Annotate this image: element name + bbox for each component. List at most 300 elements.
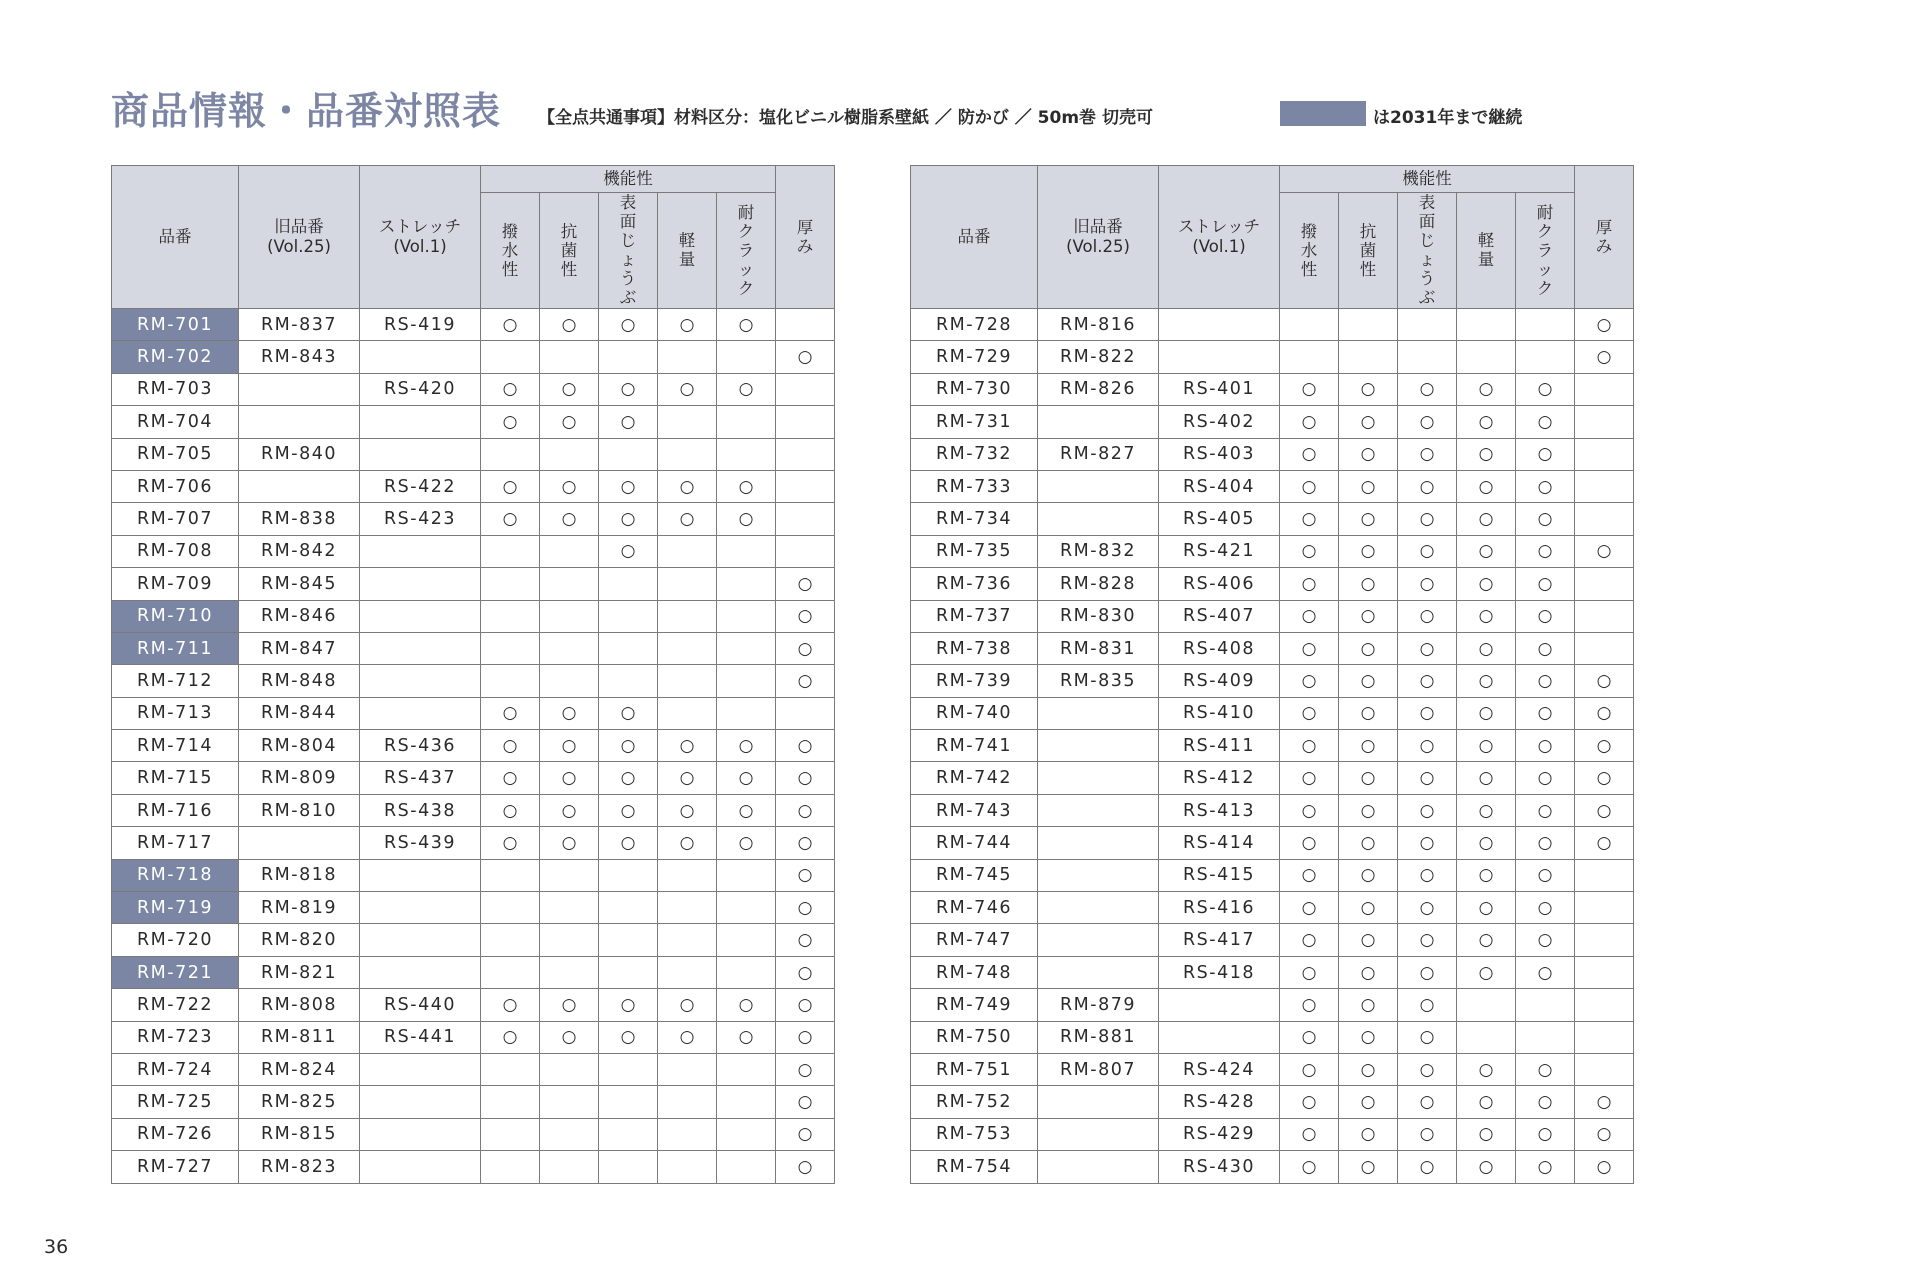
crack-resistant-cell	[717, 568, 776, 600]
stretch-cell: RS-428	[1159, 1086, 1280, 1118]
crack-resistant-cell: ○	[1516, 406, 1575, 438]
surface-strength-cell: ○	[1398, 1021, 1457, 1053]
old-no-cell: RM-842	[239, 535, 360, 567]
antibacterial-cell: ○	[1339, 1151, 1398, 1183]
water-repellent-cell	[481, 568, 540, 600]
surface-strength-cell: ○	[599, 697, 658, 729]
thick-cell: ○	[776, 1118, 835, 1150]
lightweight-cell: ○	[658, 730, 717, 762]
table-row	[112, 309, 835, 341]
water-repellent-cell: ○	[1280, 730, 1339, 762]
thick-cell: ○	[776, 794, 835, 826]
water-repellent-cell: ○	[1280, 665, 1339, 697]
water-repellent-cell: ○	[1280, 859, 1339, 891]
thick-cell	[776, 535, 835, 567]
table-row	[911, 989, 1634, 1021]
surface-strength-cell: ○	[1398, 924, 1457, 956]
thick-cell	[1575, 600, 1634, 632]
stretch-cell: RS-401	[1159, 373, 1280, 405]
product-no-cell: RM-743	[911, 794, 1038, 826]
old-no-cell	[239, 406, 360, 438]
thick-cell: ○	[1575, 341, 1634, 373]
antibacterial-cell	[1339, 341, 1398, 373]
thick-cell	[776, 503, 835, 535]
table-row	[112, 989, 835, 1021]
product-no-cell: RM-754	[911, 1151, 1038, 1183]
thick-cell	[1575, 1021, 1634, 1053]
product-no-cell: RM-733	[911, 470, 1038, 502]
table-row	[112, 924, 835, 956]
surface-strength-cell: ○	[599, 1021, 658, 1053]
lightweight-cell: ○	[1457, 1118, 1516, 1150]
old-no-cell: RM-808	[239, 989, 360, 1021]
product-no-cell: RM-725	[112, 1086, 239, 1118]
thick-cell: ○	[776, 1053, 835, 1085]
old-no-cell: RM-881	[1038, 1021, 1159, 1053]
water-repellent-cell: ○	[1280, 600, 1339, 632]
old-no-cell: RM-828	[1038, 568, 1159, 600]
water-repellent-cell: ○	[1280, 535, 1339, 567]
crack-resistant-cell: ○	[717, 373, 776, 405]
crack-resistant-cell	[717, 1118, 776, 1150]
product-no-cell: RM-718	[112, 859, 239, 891]
table-row	[911, 568, 1634, 600]
surface-strength-cell: ○	[1398, 373, 1457, 405]
lightweight-cell: ○	[1457, 1086, 1516, 1118]
crack-resistant-cell	[717, 924, 776, 956]
antibacterial-cell: ○	[1339, 503, 1398, 535]
product-no-cell: RM-731	[911, 406, 1038, 438]
lightweight-cell: ○	[1457, 794, 1516, 826]
product-no-cell: RM-709	[112, 568, 239, 600]
old-no-cell: RM-837	[239, 309, 360, 341]
water-repellent-cell: ○	[481, 827, 540, 859]
water-repellent-cell: ○	[1280, 438, 1339, 470]
stretch-cell: RS-440	[360, 989, 481, 1021]
crack-resistant-cell: ○	[1516, 794, 1575, 826]
lightweight-cell: ○	[1457, 859, 1516, 891]
crack-resistant-cell	[717, 632, 776, 664]
old-no-cell	[1038, 827, 1159, 859]
thick-cell	[1575, 859, 1634, 891]
table-row	[911, 503, 1634, 535]
table-row	[911, 827, 1634, 859]
header-stretch: ストレッチ (Vol.1)	[360, 166, 481, 309]
lightweight-cell	[1457, 341, 1516, 373]
table-row	[911, 794, 1634, 826]
crack-resistant-cell: ○	[1516, 956, 1575, 988]
old-no-cell: RM-827	[1038, 438, 1159, 470]
table-row	[911, 1151, 1634, 1183]
lightweight-cell	[658, 697, 717, 729]
product-no-cell: RM-717	[112, 827, 239, 859]
crack-resistant-cell	[717, 600, 776, 632]
header-product-no: 品番	[112, 166, 239, 309]
header-surface-strength: 表面じょうぶ	[1398, 193, 1457, 309]
water-repellent-cell: ○	[1280, 406, 1339, 438]
water-repellent-cell	[481, 341, 540, 373]
product-no-cell: RM-734	[911, 503, 1038, 535]
surface-strength-cell	[599, 1053, 658, 1085]
lightweight-cell: ○	[658, 309, 717, 341]
water-repellent-cell: ○	[1280, 503, 1339, 535]
stretch-cell	[360, 600, 481, 632]
antibacterial-cell: ○	[540, 470, 599, 502]
stretch-cell: RS-438	[360, 794, 481, 826]
lightweight-cell: ○	[658, 373, 717, 405]
thick-cell	[776, 438, 835, 470]
thick-cell	[1575, 892, 1634, 924]
product-no-cell: RM-721	[112, 956, 239, 988]
surface-strength-cell: ○	[599, 730, 658, 762]
surface-strength-cell: ○	[1398, 1118, 1457, 1150]
table-row	[911, 697, 1634, 729]
stretch-cell: RS-415	[1159, 859, 1280, 891]
table-row	[911, 1021, 1634, 1053]
header-antibacterial: 抗菌性	[1339, 193, 1398, 309]
thick-cell: ○	[776, 989, 835, 1021]
surface-strength-cell: ○	[599, 503, 658, 535]
table-row	[112, 406, 835, 438]
product-no-cell: RM-744	[911, 827, 1038, 859]
stretch-cell: RS-412	[1159, 762, 1280, 794]
stretch-cell	[360, 406, 481, 438]
surface-strength-cell	[599, 1151, 658, 1183]
water-repellent-cell: ○	[1280, 470, 1339, 502]
product-no-cell: RM-713	[112, 697, 239, 729]
crack-resistant-cell: ○	[717, 827, 776, 859]
product-no-cell: RM-708	[112, 535, 239, 567]
surface-strength-cell	[599, 1086, 658, 1118]
crack-resistant-cell: ○	[1516, 1118, 1575, 1150]
lightweight-cell: ○	[658, 470, 717, 502]
header-product-no: 品番	[911, 166, 1038, 309]
stretch-cell: RS-416	[1159, 892, 1280, 924]
antibacterial-cell	[540, 859, 599, 891]
lightweight-cell: ○	[1457, 535, 1516, 567]
antibacterial-cell: ○	[1339, 827, 1398, 859]
antibacterial-cell	[540, 1053, 599, 1085]
antibacterial-cell: ○	[1339, 956, 1398, 988]
crack-resistant-cell: ○	[717, 794, 776, 826]
table-row	[112, 438, 835, 470]
stretch-cell: RS-410	[1159, 697, 1280, 729]
old-no-cell: RM-804	[239, 730, 360, 762]
surface-strength-cell: ○	[1398, 600, 1457, 632]
surface-strength-cell: ○	[1398, 892, 1457, 924]
thick-cell: ○	[776, 730, 835, 762]
crack-resistant-cell: ○	[717, 470, 776, 502]
surface-strength-cell: ○	[599, 470, 658, 502]
lightweight-cell	[658, 859, 717, 891]
lightweight-cell	[658, 1053, 717, 1085]
antibacterial-cell: ○	[540, 1021, 599, 1053]
lightweight-cell	[658, 665, 717, 697]
water-repellent-cell: ○	[481, 373, 540, 405]
crack-resistant-cell: ○	[1516, 503, 1575, 535]
lightweight-cell: ○	[658, 989, 717, 1021]
surface-strength-cell: ○	[599, 406, 658, 438]
antibacterial-cell	[540, 924, 599, 956]
legend-text: は2031年まで継続	[1373, 108, 1523, 128]
lightweight-cell: ○	[1457, 665, 1516, 697]
thick-cell: ○	[776, 341, 835, 373]
product-no-cell: RM-711	[112, 632, 239, 664]
table-row	[911, 924, 1634, 956]
product-no-cell: RM-712	[112, 665, 239, 697]
table-row	[112, 1086, 835, 1118]
thick-cell: ○	[1575, 1118, 1634, 1150]
crack-resistant-cell	[717, 697, 776, 729]
surface-strength-cell	[599, 892, 658, 924]
crack-resistant-cell: ○	[1516, 535, 1575, 567]
surface-strength-cell: ○	[1398, 859, 1457, 891]
surface-strength-cell	[599, 956, 658, 988]
old-no-cell: RM-816	[1038, 309, 1159, 341]
table-row	[112, 568, 835, 600]
stretch-cell: RS-439	[360, 827, 481, 859]
crack-resistant-cell: ○	[1516, 762, 1575, 794]
product-no-cell: RM-726	[112, 1118, 239, 1150]
old-no-cell: RM-879	[1038, 989, 1159, 1021]
lightweight-cell	[658, 535, 717, 567]
crack-resistant-cell	[717, 1151, 776, 1183]
surface-strength-cell	[1398, 309, 1457, 341]
antibacterial-cell: ○	[540, 406, 599, 438]
antibacterial-cell: ○	[540, 762, 599, 794]
table-row	[112, 665, 835, 697]
crack-resistant-cell: ○	[1516, 1086, 1575, 1118]
product-no-cell: RM-738	[911, 632, 1038, 664]
table-row	[911, 762, 1634, 794]
stretch-cell	[360, 859, 481, 891]
stretch-cell: RS-408	[1159, 632, 1280, 664]
lightweight-cell: ○	[1457, 762, 1516, 794]
surface-strength-cell: ○	[1398, 568, 1457, 600]
water-repellent-cell	[481, 438, 540, 470]
header-water-repellent: 撥水性	[481, 193, 540, 309]
product-no-cell: RM-751	[911, 1053, 1038, 1085]
thick-cell: ○	[776, 632, 835, 664]
table-row	[112, 503, 835, 535]
antibacterial-cell: ○	[1339, 730, 1398, 762]
lightweight-cell	[658, 438, 717, 470]
product-no-cell: RM-730	[911, 373, 1038, 405]
antibacterial-cell: ○	[1339, 1053, 1398, 1085]
antibacterial-cell: ○	[1339, 632, 1398, 664]
product-no-cell: RM-724	[112, 1053, 239, 1085]
stretch-cell	[360, 665, 481, 697]
antibacterial-cell	[540, 632, 599, 664]
table-row	[911, 730, 1634, 762]
antibacterial-cell: ○	[540, 309, 599, 341]
thick-cell	[776, 309, 835, 341]
product-no-cell: RM-737	[911, 600, 1038, 632]
water-repellent-cell: ○	[1280, 697, 1339, 729]
water-repellent-cell	[481, 1053, 540, 1085]
product-no-cell: RM-735	[911, 535, 1038, 567]
surface-strength-cell: ○	[1398, 956, 1457, 988]
crack-resistant-cell: ○	[717, 503, 776, 535]
water-repellent-cell	[481, 1151, 540, 1183]
lightweight-cell	[658, 892, 717, 924]
crack-resistant-cell: ○	[1516, 697, 1575, 729]
crack-resistant-cell	[717, 956, 776, 988]
lightweight-cell	[658, 1118, 717, 1150]
product-no-cell: RM-707	[112, 503, 239, 535]
legend-swatch	[1280, 101, 1366, 126]
old-no-cell: RM-840	[239, 438, 360, 470]
thick-cell: ○	[1575, 1151, 1634, 1183]
old-no-cell	[1038, 794, 1159, 826]
stretch-cell: RS-429	[1159, 1118, 1280, 1150]
water-repellent-cell	[481, 859, 540, 891]
common-notes: 【全点共通事項】材料区分：塩化ビニル樹脂系壁紙 ／ 防かび ／ 50m巻 切売可	[538, 108, 1153, 128]
crack-resistant-cell: ○	[1516, 373, 1575, 405]
product-no-cell: RM-752	[911, 1086, 1038, 1118]
table-row	[112, 600, 835, 632]
crack-resistant-cell: ○	[1516, 730, 1575, 762]
product-no-cell: RM-748	[911, 956, 1038, 988]
stretch-cell: RS-430	[1159, 1151, 1280, 1183]
surface-strength-cell	[599, 600, 658, 632]
old-no-cell: RM-809	[239, 762, 360, 794]
thick-cell: ○	[776, 859, 835, 891]
lightweight-cell: ○	[1457, 827, 1516, 859]
product-no-cell: RM-728	[911, 309, 1038, 341]
old-no-cell	[1038, 697, 1159, 729]
lightweight-cell: ○	[1457, 956, 1516, 988]
stretch-cell: RS-402	[1159, 406, 1280, 438]
thick-cell	[1575, 438, 1634, 470]
header-surface-strength: 表面じょうぶ	[599, 193, 658, 309]
water-repellent-cell: ○	[481, 697, 540, 729]
water-repellent-cell	[481, 632, 540, 664]
table-row	[112, 1053, 835, 1085]
stretch-cell: RS-407	[1159, 600, 1280, 632]
product-no-cell: RM-746	[911, 892, 1038, 924]
lightweight-cell	[658, 568, 717, 600]
crack-resistant-cell: ○	[717, 989, 776, 1021]
old-no-cell	[1038, 730, 1159, 762]
surface-strength-cell: ○	[599, 373, 658, 405]
antibacterial-cell	[540, 1118, 599, 1150]
water-repellent-cell: ○	[481, 794, 540, 826]
table-row	[911, 470, 1634, 502]
antibacterial-cell	[540, 956, 599, 988]
surface-strength-cell: ○	[1398, 503, 1457, 535]
old-no-cell: RM-831	[1038, 632, 1159, 664]
stretch-cell	[360, 1151, 481, 1183]
lightweight-cell: ○	[1457, 1053, 1516, 1085]
thick-cell: ○	[776, 1086, 835, 1118]
old-no-cell	[1038, 406, 1159, 438]
product-no-cell: RM-710	[112, 600, 239, 632]
thick-cell	[1575, 568, 1634, 600]
antibacterial-cell: ○	[540, 827, 599, 859]
stretch-cell: RS-411	[1159, 730, 1280, 762]
lightweight-cell: ○	[1457, 406, 1516, 438]
antibacterial-cell: ○	[1339, 373, 1398, 405]
surface-strength-cell: ○	[1398, 438, 1457, 470]
product-no-cell: RM-722	[112, 989, 239, 1021]
water-repellent-cell	[481, 1086, 540, 1118]
lightweight-cell: ○	[1457, 373, 1516, 405]
crack-resistant-cell: ○	[1516, 892, 1575, 924]
stretch-cell: RS-406	[1159, 568, 1280, 600]
header-function-group: 機能性	[1280, 166, 1575, 193]
stretch-cell: RS-409	[1159, 665, 1280, 697]
old-no-cell: RM-807	[1038, 1053, 1159, 1085]
water-repellent-cell: ○	[481, 762, 540, 794]
lightweight-cell	[1457, 1021, 1516, 1053]
thick-cell: ○	[776, 1151, 835, 1183]
product-no-cell: RM-705	[112, 438, 239, 470]
crack-resistant-cell: ○	[717, 309, 776, 341]
lightweight-cell	[658, 1151, 717, 1183]
old-no-cell	[1038, 1086, 1159, 1118]
antibacterial-cell	[540, 535, 599, 567]
crack-resistant-cell	[1516, 1021, 1575, 1053]
table-row	[911, 535, 1634, 567]
lightweight-cell: ○	[1457, 1151, 1516, 1183]
antibacterial-cell	[1339, 309, 1398, 341]
old-no-cell	[1038, 1151, 1159, 1183]
table-row	[112, 956, 835, 988]
stretch-cell	[360, 697, 481, 729]
table-row	[911, 1118, 1634, 1150]
crack-resistant-cell: ○	[717, 762, 776, 794]
header-lightweight: 軽量	[658, 193, 717, 309]
water-repellent-cell: ○	[481, 989, 540, 1021]
product-no-cell: RM-745	[911, 859, 1038, 891]
thick-cell: ○	[1575, 309, 1634, 341]
header-stretch: ストレッチ (Vol.1)	[1159, 166, 1280, 309]
page-number: 36	[44, 1236, 69, 1258]
water-repellent-cell: ○	[1280, 568, 1339, 600]
old-no-cell: RM-826	[1038, 373, 1159, 405]
thick-cell: ○	[1575, 1086, 1634, 1118]
header-antibacterial: 抗菌性	[540, 193, 599, 309]
product-no-cell: RM-714	[112, 730, 239, 762]
old-no-cell	[239, 827, 360, 859]
thick-cell	[1575, 406, 1634, 438]
table-row	[112, 1021, 835, 1053]
thick-cell: ○	[1575, 794, 1634, 826]
crack-resistant-cell	[1516, 989, 1575, 1021]
crack-resistant-cell: ○	[1516, 924, 1575, 956]
stretch-cell	[360, 956, 481, 988]
stretch-cell	[360, 892, 481, 924]
product-no-cell: RM-723	[112, 1021, 239, 1053]
product-no-cell: RM-716	[112, 794, 239, 826]
thick-cell: ○	[776, 1021, 835, 1053]
product-table-right	[910, 165, 1634, 1184]
surface-strength-cell: ○	[1398, 989, 1457, 1021]
product-no-cell: RM-740	[911, 697, 1038, 729]
table-row	[911, 1086, 1634, 1118]
water-repellent-cell	[481, 956, 540, 988]
old-no-cell: RM-832	[1038, 535, 1159, 567]
table-row	[911, 892, 1634, 924]
crack-resistant-cell	[717, 1086, 776, 1118]
lightweight-cell	[658, 956, 717, 988]
table-row	[911, 373, 1634, 405]
old-no-cell: RM-819	[239, 892, 360, 924]
product-no-cell: RM-727	[112, 1151, 239, 1183]
old-no-cell: RM-810	[239, 794, 360, 826]
crack-resistant-cell	[1516, 309, 1575, 341]
